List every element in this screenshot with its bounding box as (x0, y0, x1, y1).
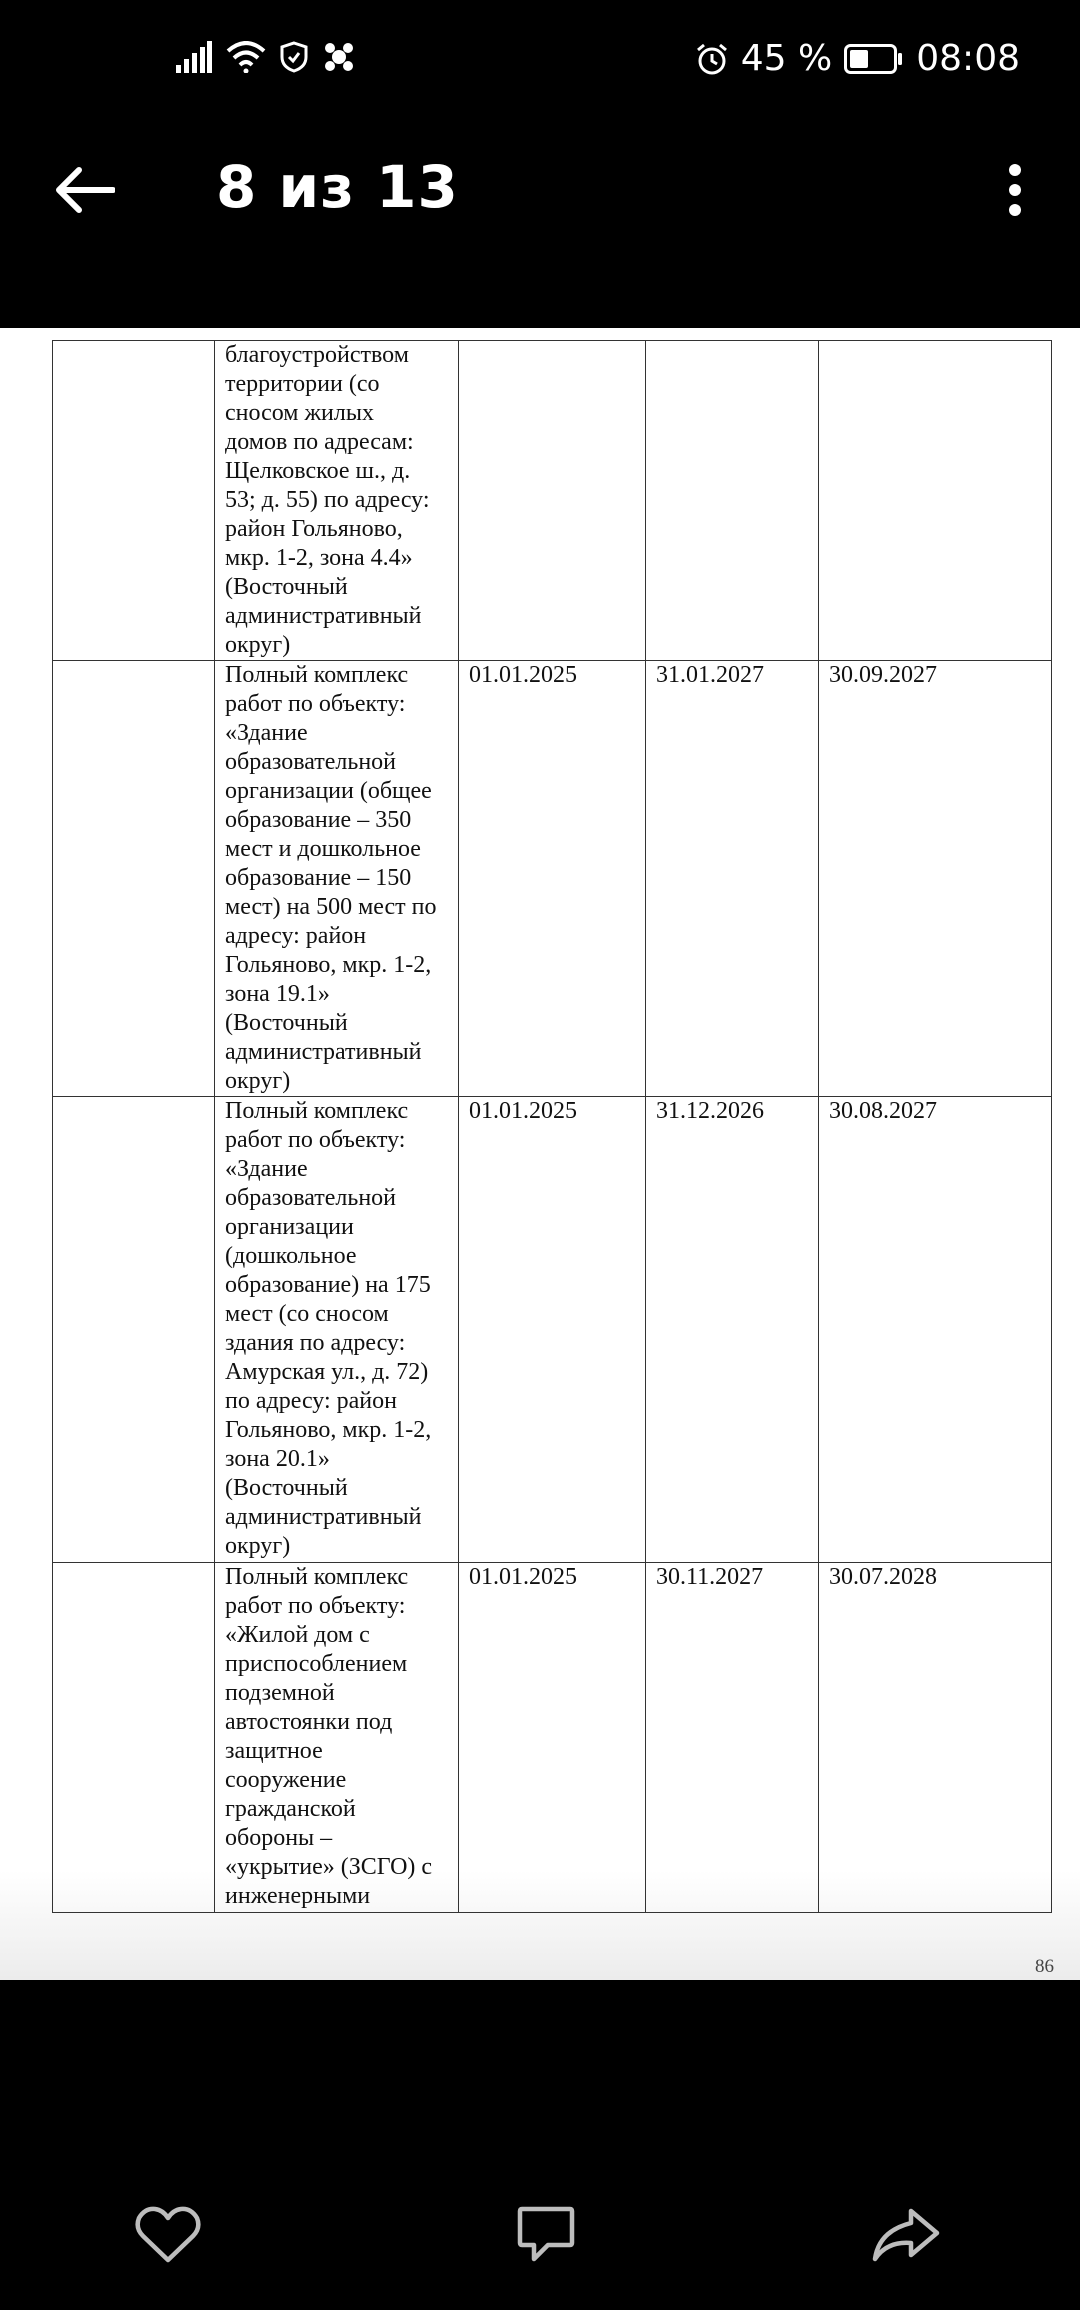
status-left-icons (176, 40, 356, 74)
table-cell-empty (53, 1097, 215, 1563)
document-table (52, 340, 1052, 1913)
description-line: инженерными (225, 1883, 371, 1909)
table-cell-date (646, 1563, 819, 1913)
description-line: «укрытие» (ЗСГО) с (225, 1854, 433, 1880)
description-line: работ по объекту: (225, 1593, 406, 1619)
description-line: образование) на 175 (225, 1272, 431, 1298)
app-notification-icon (322, 40, 356, 74)
status-bar (0, 0, 1080, 125)
description-line: работ по объекту: (225, 691, 406, 717)
date-value: 30.11.2027 (656, 1564, 764, 1590)
description-line: благоустройством (225, 342, 409, 368)
description-line: мест (со сносом (225, 1301, 389, 1327)
description-line: «Здание (225, 1156, 308, 1182)
description-line: здания по адресу: (225, 1330, 406, 1356)
description-line: административный (225, 1039, 422, 1065)
description-line: образование – 150 (225, 865, 412, 891)
table-row (53, 1563, 1052, 1913)
description-line: сносом жилых (225, 400, 375, 426)
description-line: мест) на 500 мест по (225, 894, 437, 920)
date-value: 30.09.2027 (829, 662, 937, 688)
table-cell-date (819, 1097, 1052, 1563)
date-value: 31.01.2027 (656, 662, 764, 688)
description-line: образовательной (225, 1185, 396, 1211)
description-line: сооружение (225, 1767, 347, 1793)
table-cell-date (646, 341, 819, 661)
table-cell-date (819, 1563, 1052, 1913)
description-line: (дошкольное (225, 1243, 357, 1269)
bottom-action-bar (0, 1980, 1080, 2310)
signal-icon (176, 41, 212, 73)
description-line: Щелковское ш., д. (225, 458, 411, 484)
page-number: 86 (1035, 1956, 1054, 1977)
description-line: автостоянки под (225, 1709, 393, 1735)
more-options-button[interactable] (990, 155, 1040, 225)
description-line: округ) (225, 1533, 291, 1559)
table-cell-description (215, 1097, 459, 1563)
description-line: «Жилой дом с (225, 1622, 370, 1648)
date-value: 01.01.2025 (469, 1098, 577, 1124)
table-cell-date (819, 661, 1052, 1097)
description-line: Амурская ул., д. 72) (225, 1359, 429, 1385)
description-line: зона 19.1» (225, 981, 330, 1007)
comment-button[interactable] (506, 2200, 586, 2270)
description-line: район Гольяново, (225, 516, 403, 542)
table-cell-empty (53, 1563, 215, 1913)
description-line: административный (225, 1504, 422, 1530)
heart-icon (135, 2206, 201, 2264)
description-line: округ) (225, 632, 291, 658)
table-cell-date (819, 341, 1052, 661)
table-row (53, 1097, 1052, 1563)
description-line: по адресу: район (225, 1388, 397, 1414)
description-line: организации (225, 1214, 354, 1240)
table-cell-description (215, 661, 459, 1097)
alarm-icon (695, 42, 729, 76)
description-line: Полный комплекс (225, 1564, 409, 1590)
description-line: Гольяново, мкр. 1-2, (225, 1417, 432, 1443)
date-value: 30.07.2028 (829, 1564, 937, 1590)
description-line: работ по объекту: (225, 1127, 406, 1153)
app-bar (0, 125, 1080, 328)
description-line: Гольяново, мкр. 1-2, (225, 952, 432, 978)
date-value: 01.01.2025 (469, 662, 577, 688)
date-value: 31.12.2026 (656, 1098, 764, 1124)
table-cell-description (215, 341, 459, 661)
table-cell-date (459, 1097, 646, 1563)
description-line: (Восточный (225, 1010, 348, 1036)
description-line: домов по адресам: (225, 429, 414, 455)
table-cell-description (215, 1563, 459, 1913)
description-line: округ) (225, 1068, 291, 1094)
description-line: гражданской (225, 1796, 356, 1822)
description-line: образование – 350 (225, 807, 412, 833)
description-line: 53; д. 55) по адресу: (225, 487, 430, 513)
wifi-icon (226, 41, 266, 73)
share-icon (871, 2207, 941, 2263)
description-line: мест и дошкольное (225, 836, 421, 862)
table-row (53, 341, 1052, 661)
table-cell-empty (53, 661, 215, 1097)
back-button[interactable] (50, 155, 120, 225)
like-button[interactable] (128, 2200, 208, 2270)
share-button[interactable] (866, 2200, 946, 2270)
description-line: защитное (225, 1738, 323, 1764)
date-value: 01.01.2025 (469, 1564, 577, 1590)
description-line: зона 20.1» (225, 1446, 330, 1472)
description-line: Полный комплекс (225, 662, 409, 688)
description-line: Полный комплекс (225, 1098, 409, 1124)
description-line: организации (общее (225, 778, 432, 804)
description-line: приспособлением (225, 1651, 408, 1677)
description-line: территории (со (225, 371, 380, 397)
description-line: обороны – (225, 1825, 333, 1851)
arrow-left-icon (55, 167, 115, 213)
description-line: (Восточный (225, 1475, 348, 1501)
vpn-shield-icon (280, 41, 308, 73)
document-page[interactable] (0, 328, 1080, 1980)
battery-percent: 45 % (740, 38, 833, 79)
description-line: образовательной (225, 749, 396, 775)
table-cell-date (646, 1097, 819, 1563)
page-title: 8 из 13 (216, 153, 459, 221)
table-cell-date (459, 1563, 646, 1913)
table-cell-date (459, 661, 646, 1097)
status-right-icons (695, 38, 1020, 79)
table-cell-date (646, 661, 819, 1097)
description-line: «Здание (225, 720, 308, 746)
table-row (53, 661, 1052, 1097)
description-line: мкр. 1-2, зона 4.4» (225, 545, 413, 571)
status-time: 08:08 (916, 38, 1020, 79)
more-vertical-icon (1007, 164, 1023, 216)
table-cell-date (459, 341, 646, 661)
description-line: подземной (225, 1680, 335, 1706)
table-cell-empty (53, 341, 215, 661)
date-value: 30.08.2027 (829, 1098, 937, 1124)
description-line: (Восточный (225, 574, 348, 600)
battery-icon (844, 44, 904, 74)
description-line: адресу: район (225, 923, 367, 949)
comment-icon (516, 2205, 576, 2265)
description-line: административный (225, 603, 422, 629)
